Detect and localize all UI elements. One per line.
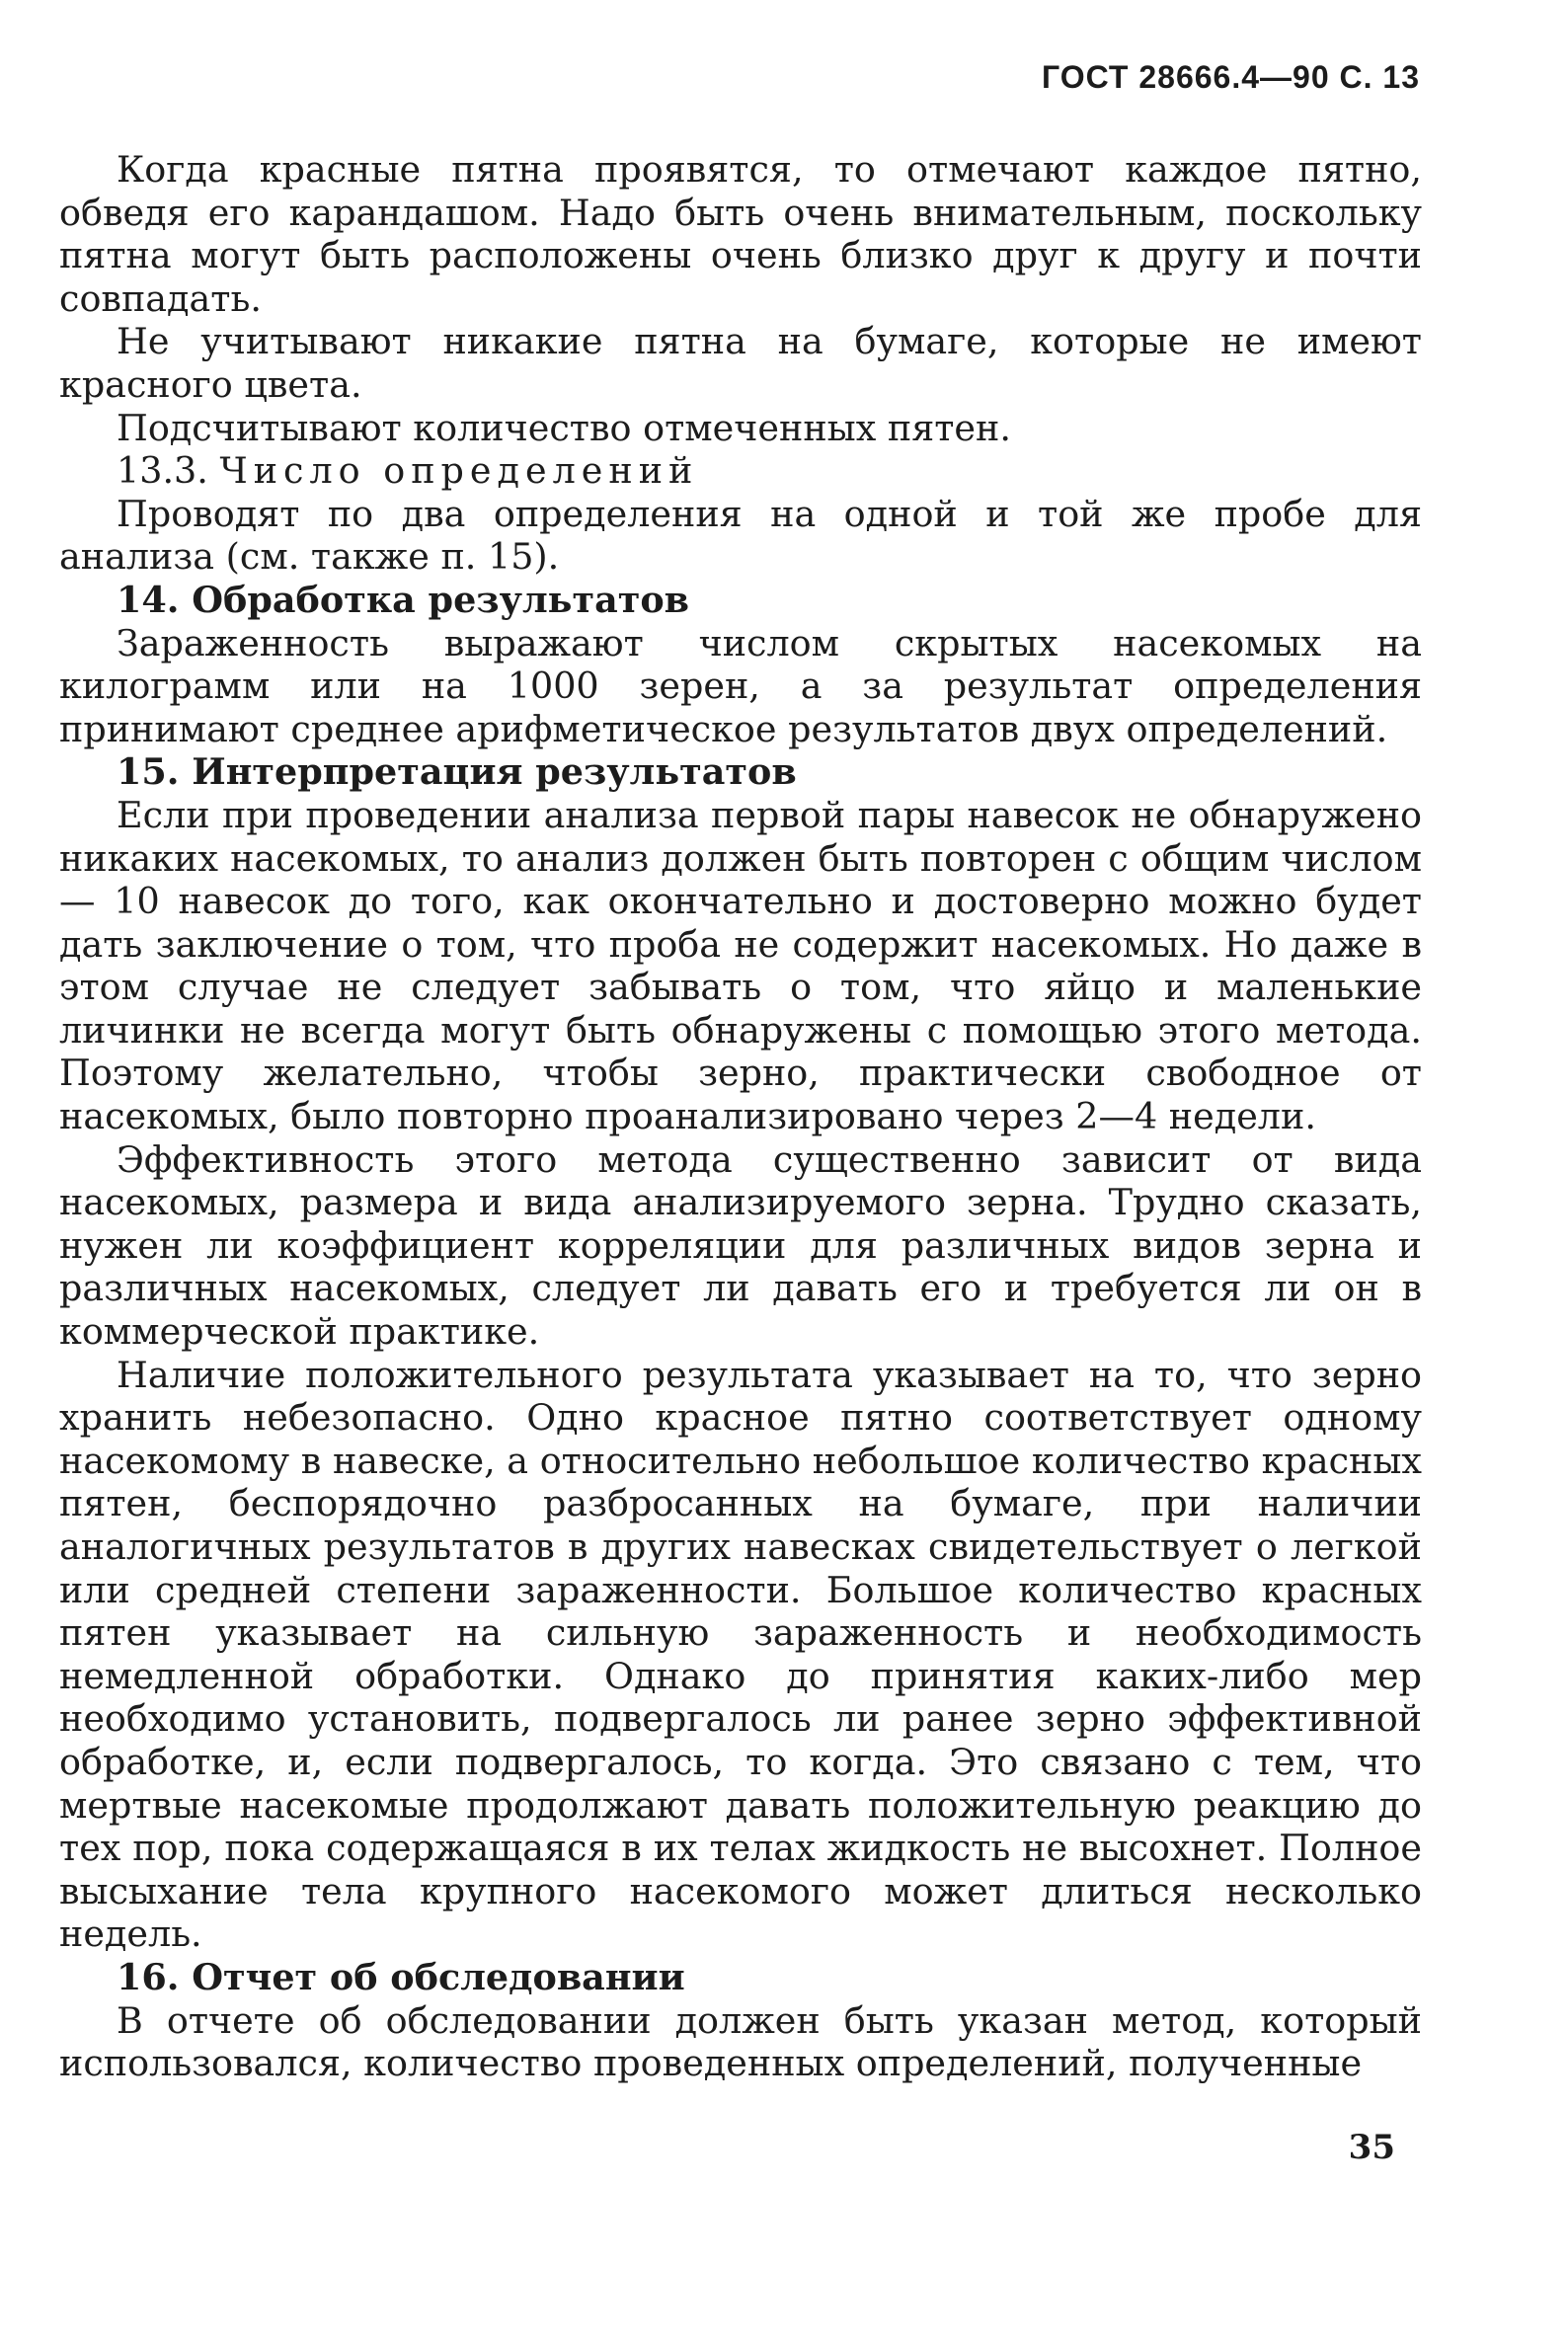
section-15-heading: 15. Интерпретация результатов xyxy=(117,750,797,794)
section-13-3-number: 13.3. xyxy=(117,449,208,493)
section-13-3-title: Число определений xyxy=(219,449,699,493)
paragraph: Подсчитывают количество отмеченных пятен. xyxy=(117,406,1011,449)
paragraph: Зараженность выражают числом скрытых насекомых на килограмм или на 1000 зерен, а за результат определения принимают среднее арифметическое результатов двух определений. xyxy=(59,621,1422,750)
paragraph: В отчете об обследовании должен быть указан метод, который использовался, количество проведенных определений, полученные xyxy=(59,1998,1422,2085)
section-14-heading: 14. Обработка результатов xyxy=(117,578,690,621)
paragraph: Наличие положительного результата указывает на то, что зерно хранить небезопасно. Одно красное пятно соответствует одному насекомому в навеске, а относительно небольшое количество красных пятен, беспорядочно разбросанных на бумаге, при наличии аналогичных результатов в других навесках свидетельствует о легкой или средней степени зараженности. Большое количество красных пятен указывает на сильную зараженность и необходимость немедленной обработки. Однако до принятия каких-либо мер необходимо установить, подвергалось ли ранее зерно эффективной обработке, и, если подвергалось, то когда. Это связано с тем, что мертвые насекомые продолжают давать положительную реакцию до тех пор, пока содержащаяся в их телах жидкость не высохнет. Полное высыхание тела крупного насекомого может длиться несколько недель. xyxy=(59,1353,1422,1956)
page-body xyxy=(59,148,1422,2085)
page-number: 35 xyxy=(1348,2128,1395,2167)
running-header: ГОСТ 28666.4—90 С. 13 xyxy=(1042,59,1420,95)
section-16-heading: 16. Отчет об обследовании xyxy=(117,1955,685,1998)
paragraph: Когда красные пятна проявятся, то отмечают каждое пятно, обведя его карандашом. Надо быть очень внимательным, поскольку пятна могут быть расположены очень близко друг к другу и почти совпадать. xyxy=(59,148,1422,320)
section-13-3-heading xyxy=(59,449,1422,493)
paragraph: Если при проведении анализа первой пары навесок не обнаружено никаких насекомых, то анализ должен быть повторен с общим числом — 10 навесок до того, как окончательно и достоверно можно будет дать заключение о том, что проба не содержит насекомых. Но даже в этом случае не следует забывать о том, что яйцо и маленькие личинки не всегда могут быть обнаружены с помощью этого метода. Поэтому желательно, чтобы зерно, практически свободное от насекомых, было повторно проанализировано через 2—4 недели. xyxy=(59,793,1422,1138)
paragraph: Эффективность этого метода существенно зависит от вида насекомых, размера и вида анализируемого зерна. Трудно сказать, нужен ли коэффициент корреляции для различных видов зерна и различных насекомых, следует ли давать его и требуется ли он в коммерческой практике. xyxy=(59,1137,1422,1354)
paragraph: Не учитывают никакие пятна на бумаге, которые не имеют красного цвета. xyxy=(59,320,1422,406)
paragraph: Проводят по два определения на одной и той же пробе для анализа (см. также п. 15). xyxy=(59,492,1422,579)
